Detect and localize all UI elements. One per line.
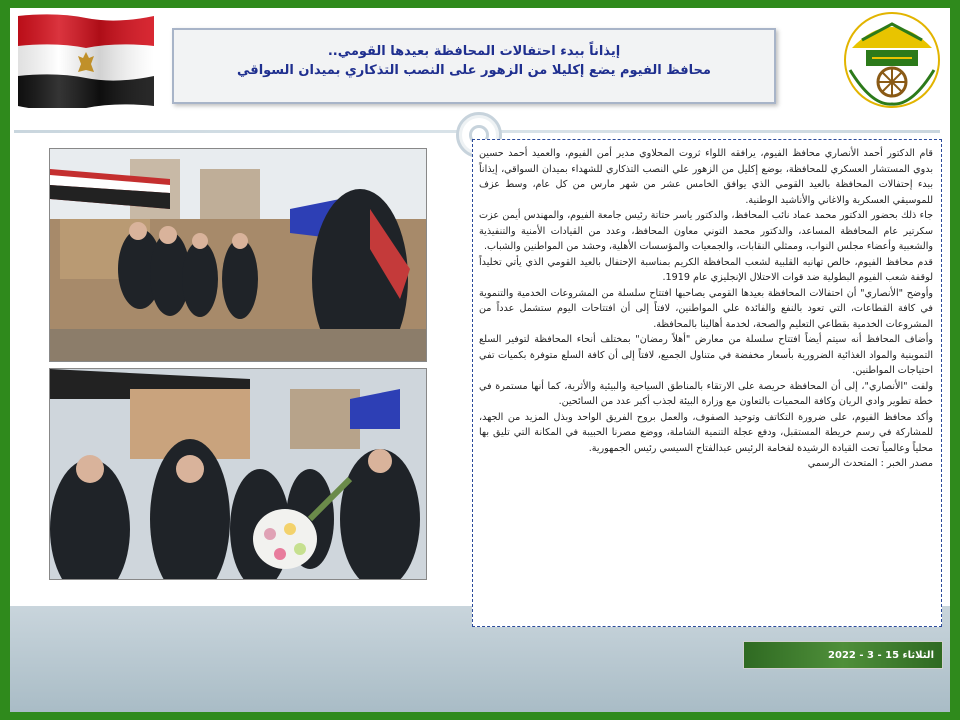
article-paragraph: وأكد محافظ الفيوم، على ضرورة التكاتف وتوحيد الصفوف، والعمل بروح الفريق الواحد وبذل المزيد من الجهد، للمشاركة في رسم خريطة المستقبل، ودفع عجلة التنمية الشاملة، ووضع مصرنا الحبيبة في المكانة التي تليق بها محلياً وعالمياً تحت القيادة الرشيدة لفخامة الرئيس عبدالفتاح السيسي رئيس الجمهورية.	[479, 411, 933, 454]
newsletter-page	[10, 8, 950, 712]
article-paragraph: وأوضح "الأنصاري" أن احتفالات المحافظة بعيدها القومي يصاحبها افتتاح سلسلة من المشروعات الخدمية والتنموية في كافة القطاعات، التي تعود بالنفع والفائدة علي المواطنين، لافتاً إلى أن افتتاحات اليوم ستشمل عدداً من المشروعات الخدمية بقطاعي التعليم والصحة، لخدمة أهالينا بالمحافظة.	[479, 287, 933, 330]
headline-kicker: إيذاناً ببدء احتفالات المحافظة بعيدها القومي..	[327, 44, 621, 59]
article-paragraph: وأضاف المحافظ أنه سيتم أيضاً افتتاح سلسلة من معارض "أهلاً رمضان" بمختلف أنحاء المحافظة لتوفير السلع التموينية والمواد الغذائية الضرورية بأسعار مخفضة في متناول الجميع، لافتاً إلى أن كافة السلع متوفرة بكميات تفي احتياجات المواطنين.	[479, 334, 933, 376]
headline-box	[172, 28, 776, 104]
fayoum-governorate-logo	[842, 10, 942, 110]
photo-wreath-ceremony-1	[49, 148, 427, 362]
article-body	[472, 139, 942, 627]
date-bar: الثلاثاء 15 - 3 - 2022	[743, 641, 943, 669]
article-paragraph: جاء ذلك بحضور الدكتور محمد عماد نائب المحافظ، والدكتور ياسر حتاتة رئيس جامعة الفيوم، والمهندس أيمن عزت سكرتير عام المحافظة المساعد، والدكتور محمد التوني معاون المحافظ، وعدد من القيادات الأمنية والتنفيذية والشعبية وأعضاء مجلس النواب، وممثلي النقابات، والجمعيات والمؤسسات الأهلية، وحشد من المواطنين والشباب.	[479, 210, 933, 252]
article-source: مصدر الخبر : المتحدث الرسمي	[807, 458, 933, 469]
article-paragraph: قام الدكتور أحمد الأنصاري محافظ الفيوم، يرافقه اللواء ثروت المحلاوي مدير أمن الفيوم، والعميد أحمد حسين بدوي المستشار العسكري للمحافظة، بوضع إكليل من الزهور علي النصب التذكاري للشهداء بميدان السواقي، إيذاناً ببدء إحتفالات المحافظة بالعيد القومي الذي يوافق الخامس عشر من شهر مارس من كل عام، وسط عزف للموسيقي العسكرية والاغاني والأناشيد الوطنية.	[479, 148, 933, 206]
egypt-flag-icon	[16, 12, 156, 108]
headline-title: محافظ الفيوم يضع إكليلا من الزهور على النصب التذكاري بميدان السواقي	[237, 63, 711, 78]
article-paragraph: ولفت "الأنصاري"، إلى أن المحافظة حريصة على الارتقاء بالمناطق السياحية والبيئية والأثرية، كما أنها مستمرة في خطة تطوير وادي الريان وكافة المحميات بالتعاون مع وزارة البيئة لجذب أكبر عدد من السائحين.	[479, 380, 933, 407]
photo-wreath-ceremony-2	[49, 368, 427, 580]
article-paragraph: قدم محافظ الفيوم، خالص تهانيه القلبية لشعب المحافظة الكريم بمناسبة الإحتفال بالعيد القومي الذي يأتي تخليداً لوقفة شعب الفيوم البطولية ضد قوات الاحتلال الإنجليزي عام 1919.	[479, 256, 933, 283]
